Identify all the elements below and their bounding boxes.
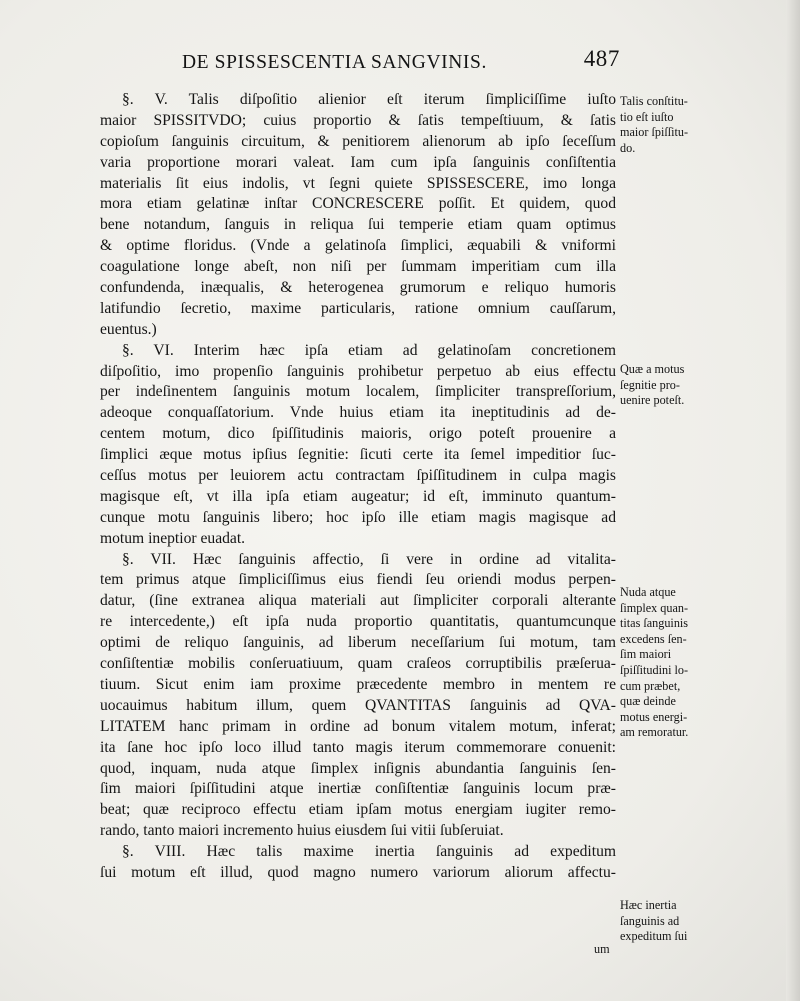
text-line: conſiſtentiæ mobilis conſeruatiuum, quam craſeos corruptibilis præſerua-: [100, 655, 616, 673]
text-line: centem motum, dico ſpiſſitudinis maioris, origo poteſt prouenire a: [100, 425, 616, 443]
margin-note-line: maior ſpiſſitu-: [620, 125, 689, 140]
margin-note-line: do.: [620, 140, 636, 155]
running-header: [160, 44, 620, 78]
margin-note-line: ſpiſſitudini lo-: [620, 662, 689, 677]
text-line: optimi de reliquo ſanguinis, ad liberum neceſſarium ſui motum, tam: [100, 634, 616, 652]
margin-note-line: ſegnitie pro-: [620, 377, 680, 392]
text-line: confundenda, inæqualis, & heterogenea grumorum e reliquo humoris: [100, 279, 616, 297]
text-line: adeoque conquaſſatorium. Vnde huius etiam ita ineptitudinis ad de-: [100, 404, 616, 422]
text-line: per indeſinentem ſanguinis motum localem, ſimpliciter transpreſſorium,: [100, 383, 616, 401]
margin-note: [620, 362, 730, 409]
text-line: latifundio ſecretio, maxime particularis, ratione omnium cauſſarum,: [100, 299, 616, 317]
margin-note: [620, 585, 730, 741]
margin-note-line: excedens ſen-: [620, 631, 687, 646]
text-line: & optime floridus. (Vnde a gelatinoſa ſimplici, æquabili & vniformi: [100, 237, 616, 255]
text-line: magisque eſt, vt illa ipſa etiam augeatur; id eſt, imminuto quantum-: [100, 487, 616, 505]
margin-note-line: motus energi-: [620, 709, 688, 724]
margin-note-line: am remoratur.: [620, 725, 689, 740]
text-line: LITATEM hanc primam in ordine ad bonum vitalem motum, inferat;: [100, 717, 616, 735]
page-number: 487: [583, 46, 620, 71]
margin-note-line: Quæ a motus: [620, 362, 685, 376]
margin-note-line: quæ deinde: [620, 694, 676, 709]
text-line: §. VI. Interim hæc ipſa etiam ad gelatinoſam concretionem: [122, 341, 616, 359]
text-line: ſimplici æque motus ipſius ſegnitie: ſicuti certe ita ſemel impeditior ſuc-: [100, 446, 616, 464]
text-line: cunque motu ſanguinis libero; hoc ipſo ille etiam magis magisque ad: [100, 508, 616, 526]
text-line: datur, (ſine extranea aliqua materiali aut ſimpliciter corporali alterante: [100, 592, 616, 610]
margin-note-line: expeditum ſui: [620, 929, 688, 944]
text-line: euentus.): [100, 320, 157, 338]
text-line: ſui motum eſt illud, quod magno numero variorum aliorum affectu-: [100, 863, 616, 881]
margin-note: [594, 898, 730, 956]
margin-note-line: tio eſt iuſto: [620, 109, 674, 124]
text-line: quod, inquam, nuda atque ſimplex inſignis abundantia ſanguinis ſen-: [100, 759, 616, 777]
text-line: coagulatione longe abeſt, non niſi per ſummam imperitiam cum illa: [100, 258, 616, 276]
margin-note-line: cum præbet,: [620, 678, 681, 693]
text-line: tem primus atque ſimpliciſſimus eius fiendi ſeu oriendi modus perpen-: [100, 571, 616, 589]
text-line: mora etiam gelatinæ inſtar CONCRESCERE poſſit. Et quidem, quod: [100, 195, 616, 213]
running-title: DE SPISSESCENTIA SANGVINIS.: [182, 52, 487, 73]
margin-note-line: Talis conſtitu-: [620, 94, 688, 108]
catchword: um: [594, 942, 610, 956]
text-line: maior SPISSITVDO; cuius proportio & ſatis tempeſtiuum, & ſatis: [100, 111, 616, 129]
margin-note-line: ſimplex quan-: [620, 600, 689, 615]
margin-note-line: Hæc inertia: [620, 898, 677, 912]
text-line: bene notandum, ſanguis in reliqua ſui temperie etiam quam optimus: [100, 216, 616, 234]
text-line: rando, tanto maiori incremento huius eiusdem ſui vitii ſubſeruiat.: [100, 822, 504, 840]
margin-note: [620, 94, 730, 156]
text-line: diſpoſitio, imo propenſio ſanguinis prohibetur perpetuo ab eius effectu: [100, 362, 616, 380]
margin-note-line: uenire poteſt.: [620, 393, 685, 408]
main-text-block: [100, 90, 616, 884]
text-line: ita ſane hoc ipſo loco illud tanto magis iterum commemorare conuenit:: [100, 738, 616, 756]
text-line: §. V. Talis diſpoſitio alienior eſt iterum ſimpliciſſime iuſto: [122, 91, 616, 108]
margin-note-line: ſanguinis ad: [620, 913, 680, 928]
bleed-through: [150, 935, 610, 953]
text-line: §. VIII. Hæc talis maxime inertia ſanguinis ad expeditum: [122, 843, 616, 861]
text-line: ſim maiori ſpiſſitudini atque inertiæ conſiſtentiæ ſanguinis locum præ-: [100, 780, 616, 798]
text-line: varia proportione morari valeat. Iam cum ipſa ſanguinis conſiſtentia: [100, 153, 616, 171]
margin-note-line: titas ſanguinis: [620, 616, 689, 631]
text-line: materialis ſit eius indolis, vt ſegni quiete SPISSESCERE, imo longa: [100, 174, 616, 192]
text-line: tiuum. Sicut enim iam proxime præcedente membro in mentem re: [100, 675, 616, 693]
text-line: §. VII. Hæc ſanguinis affectio, ſi vere in ordine ad vitalita-: [122, 550, 616, 568]
text-line: uocauimus habitum illum, quem QVANTITAS ſanguinis ad QVA-: [100, 696, 616, 714]
text-line: ceſſus motus per leuiorem actu contractam ſpiſſitudinem in culpa magis: [100, 467, 616, 485]
text-line: beat; quæ reciproco effectu etiam ipſam motus energiam iugiter remo-: [100, 801, 616, 819]
margin-note-line: Nuda atque: [620, 585, 676, 599]
page-gutter: [786, 0, 800, 1001]
text-line: re intercedente,) eſt ipſa nuda proportio quantitatis, quantumcunque: [100, 613, 616, 631]
margin-note-line: ſim maiori: [620, 647, 672, 662]
text-line: motum ineptior euadat.: [100, 529, 246, 547]
text-line: copioſum ſanguinis circuitum, & penitiorem alienorum ab ipſo ſeceſſum: [100, 132, 616, 150]
